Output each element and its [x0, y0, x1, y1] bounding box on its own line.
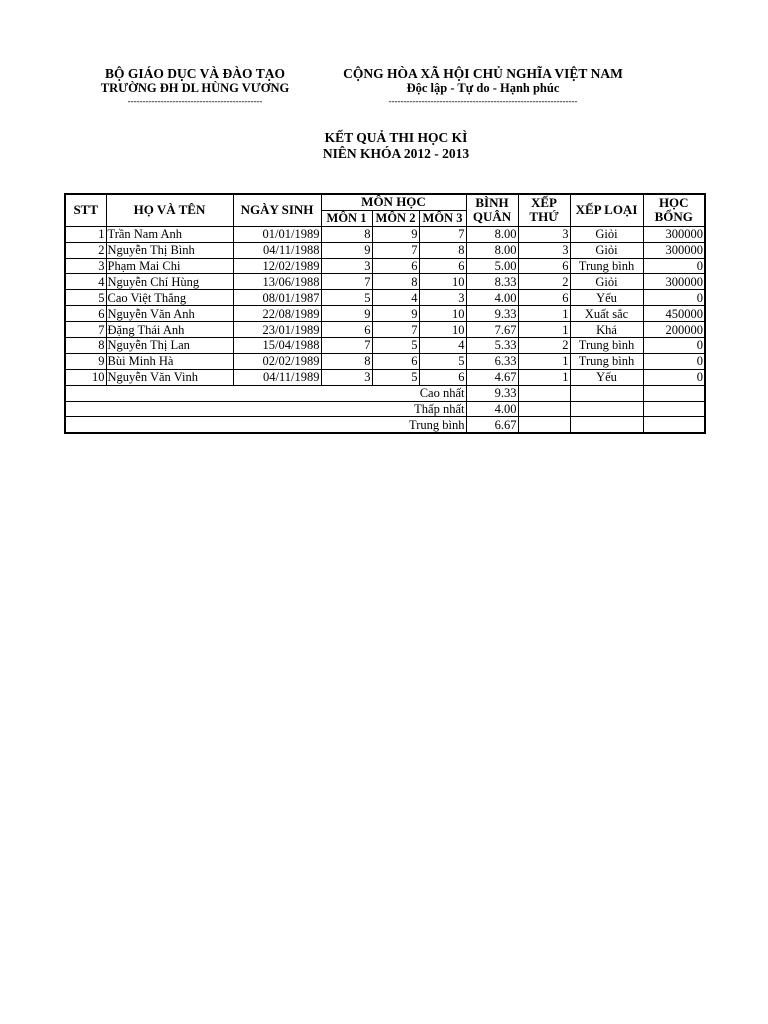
cell-mon1: 6: [321, 322, 372, 338]
cell-grade: Xuất sắc: [570, 306, 643, 322]
cell-rank: 3: [518, 242, 570, 258]
header-rank-line2: THỨ: [529, 209, 559, 225]
table-row: [65, 353, 705, 369]
cell-stt: 4: [65, 274, 106, 290]
cell-dob: 15/04/1988: [233, 338, 321, 354]
cell-name: Bùi Minh Hà: [106, 353, 233, 369]
cell-mon2: 9: [372, 306, 419, 322]
cell-mon2: 8: [372, 274, 419, 290]
cell-dob: 23/01/1989: [233, 322, 321, 338]
cell-name: Trần Nam Anh: [106, 226, 233, 242]
cell-mon3: 6: [419, 369, 466, 385]
summary-empty-cell: [518, 401, 570, 417]
cell-grade: Trung bình: [570, 258, 643, 274]
cell-scholarship: 0: [643, 353, 705, 369]
cell-stt: 6: [65, 306, 106, 322]
national-motto: Độc lập - Tự do - Hạnh phúc: [406, 81, 560, 95]
header-subjects: MÔN HỌC: [321, 194, 466, 210]
ministry-name: BỘ GIÁO DỤC VÀ ĐÀO TẠO: [105, 66, 285, 81]
header-rank: [518, 194, 570, 226]
cell-average: 4.67: [466, 369, 518, 385]
table-row: [65, 258, 705, 274]
cell-name: Nguyễn Chí Hùng: [106, 274, 233, 290]
summary-value: 6.67: [466, 417, 518, 433]
national-title: CỘNG HÒA XÃ HỘI CHỦ NGHĨA VIỆT NAM: [343, 66, 623, 81]
cell-mon1: 7: [321, 338, 372, 354]
cell-mon1: 8: [321, 226, 372, 242]
cell-name: Nguyễn Văn Vinh: [106, 369, 233, 385]
table-row: [65, 290, 705, 306]
cell-rank: 3: [518, 226, 570, 242]
cell-mon2: 6: [372, 353, 419, 369]
cell-dob: 13/06/1988: [233, 274, 321, 290]
cell-scholarship: 450000: [643, 306, 705, 322]
header-average-line2: QUÂN: [472, 209, 512, 225]
cell-scholarship: 0: [643, 290, 705, 306]
header-average: [466, 194, 518, 226]
cell-mon3: 8: [419, 242, 466, 258]
summary-empty-cell: [570, 417, 643, 433]
cell-rank: 6: [518, 258, 570, 274]
table-row: [65, 274, 705, 290]
table-row: [65, 338, 705, 354]
cell-stt: 9: [65, 353, 106, 369]
summary-label: Thấp nhất: [65, 401, 466, 417]
summary-empty-cell: [570, 401, 643, 417]
header-scholarship-line2: BỔNG: [654, 209, 693, 225]
cell-dob: 12/02/1989: [233, 258, 321, 274]
cell-mon2: 7: [372, 322, 419, 338]
cell-grade: Yếu: [570, 369, 643, 385]
summary-label: Cao nhất: [65, 385, 466, 401]
cell-average: 8.00: [466, 226, 518, 242]
cell-name: Nguyễn Thị Lan: [106, 338, 233, 354]
document-title: [0, 130, 768, 162]
header-average-line1: BÌNH: [475, 195, 509, 211]
summary-value: 4.00: [466, 401, 518, 417]
cell-mon1: 3: [321, 369, 372, 385]
cell-stt: 5: [65, 290, 106, 306]
header-rank-line1: XẾP: [531, 195, 557, 211]
cell-mon1: 9: [321, 306, 372, 322]
cell-scholarship: 200000: [643, 322, 705, 338]
cell-rank: 1: [518, 353, 570, 369]
header-name: HỌ VÀ TÊN: [106, 194, 233, 226]
header-dob: NGÀY SINH: [233, 194, 321, 226]
header-mon1: MÔN 1: [321, 210, 372, 226]
cell-dob: 02/02/1989: [233, 353, 321, 369]
summary-value: 9.33: [466, 385, 518, 401]
cell-name: Cao Việt Thắng: [106, 290, 233, 306]
cell-scholarship: 300000: [643, 274, 705, 290]
cell-mon1: 5: [321, 290, 372, 306]
table-row: [65, 242, 705, 258]
national-header: [330, 67, 636, 106]
summary-empty-cell: [518, 385, 570, 401]
results-table: [64, 193, 706, 434]
summary-empty-cell: [518, 417, 570, 433]
cell-dob: 04/11/1988: [233, 242, 321, 258]
header-scholarship-line1: HỌC: [658, 195, 689, 211]
cell-mon3: 3: [419, 290, 466, 306]
cell-stt: 7: [65, 322, 106, 338]
cell-grade: Yếu: [570, 290, 643, 306]
cell-scholarship: 0: [643, 369, 705, 385]
cell-name: Phạm Mai Chi: [106, 258, 233, 274]
cell-name: Nguyễn Văn Anh: [106, 306, 233, 322]
cell-mon3: 10: [419, 322, 466, 338]
summary-label: Trung bình: [65, 417, 466, 433]
title-line-2: NIÊN KHÓA 2012 - 2013: [322, 146, 470, 161]
cell-average: 5.33: [466, 338, 518, 354]
header-mon2: MÔN 2: [372, 210, 419, 226]
cell-rank: 1: [518, 369, 570, 385]
cell-stt: 2: [65, 242, 106, 258]
cell-mon1: 3: [321, 258, 372, 274]
cell-scholarship: 0: [643, 258, 705, 274]
cell-mon1: 7: [321, 274, 372, 290]
cell-average: 9.33: [466, 306, 518, 322]
cell-mon3: 6: [419, 258, 466, 274]
cell-mon1: 8: [321, 353, 372, 369]
cell-average: 8.33: [466, 274, 518, 290]
header-grade: XẾP LOẠI: [570, 194, 643, 226]
header-stt: STT: [65, 194, 106, 226]
cell-dob: 04/11/1989: [233, 369, 321, 385]
cell-grade: Khá: [570, 322, 643, 338]
cell-grade: Giỏi: [570, 274, 643, 290]
cell-rank: 1: [518, 322, 570, 338]
right-divider: ---------------------------------------------------------------: [388, 97, 578, 106]
cell-dob: 08/01/1987: [233, 290, 321, 306]
cell-grade: Giỏi: [570, 226, 643, 242]
cell-mon2: 9: [372, 226, 419, 242]
cell-scholarship: 0: [643, 338, 705, 354]
cell-rank: 1: [518, 306, 570, 322]
cell-average: 4.00: [466, 290, 518, 306]
table-row: [65, 306, 705, 322]
summary-row: [65, 417, 705, 433]
cell-mon3: 10: [419, 274, 466, 290]
cell-grade: Trung bình: [570, 338, 643, 354]
cell-average: 8.00: [466, 242, 518, 258]
summary-empty-cell: [643, 417, 705, 433]
summary-empty-cell: [643, 401, 705, 417]
ministry-header: [70, 67, 320, 106]
table-row: [65, 369, 705, 385]
cell-rank: 2: [518, 274, 570, 290]
cell-grade: Trung bình: [570, 353, 643, 369]
cell-mon2: 5: [372, 369, 419, 385]
table-row: [65, 226, 705, 242]
cell-stt: 3: [65, 258, 106, 274]
cell-rank: 6: [518, 290, 570, 306]
summary-empty-cell: [570, 385, 643, 401]
cell-name: Đặng Thái Anh: [106, 322, 233, 338]
cell-dob: 22/08/1989: [233, 306, 321, 322]
cell-grade: Giỏi: [570, 242, 643, 258]
cell-mon3: 10: [419, 306, 466, 322]
header-scholarship: [643, 194, 705, 226]
cell-mon2: 7: [372, 242, 419, 258]
summary-row: [65, 385, 705, 401]
cell-name: Nguyễn Thị Bình: [106, 242, 233, 258]
cell-mon2: 5: [372, 338, 419, 354]
cell-average: 6.33: [466, 353, 518, 369]
results-body: [65, 226, 705, 433]
cell-stt: 8: [65, 338, 106, 354]
table-row: [65, 322, 705, 338]
cell-mon3: 4: [419, 338, 466, 354]
summary-empty-cell: [643, 385, 705, 401]
cell-average: 7.67: [466, 322, 518, 338]
cell-scholarship: 300000: [643, 226, 705, 242]
title-line-1: KẾT QUẢ THI HỌC KÌ: [324, 130, 468, 145]
cell-mon3: 7: [419, 226, 466, 242]
cell-average: 5.00: [466, 258, 518, 274]
university-name: TRƯỜNG ĐH DL HÙNG VƯƠNG: [100, 81, 290, 95]
cell-mon2: 4: [372, 290, 419, 306]
cell-mon1: 9: [321, 242, 372, 258]
cell-mon3: 5: [419, 353, 466, 369]
cell-stt: 10: [65, 369, 106, 385]
cell-dob: 01/01/1989: [233, 226, 321, 242]
cell-rank: 2: [518, 338, 570, 354]
header-mon3: MÔN 3: [419, 210, 466, 226]
left-divider: ---------------------------------------------: [127, 97, 263, 106]
cell-mon2: 6: [372, 258, 419, 274]
summary-row: [65, 401, 705, 417]
cell-stt: 1: [65, 226, 106, 242]
cell-scholarship: 300000: [643, 242, 705, 258]
